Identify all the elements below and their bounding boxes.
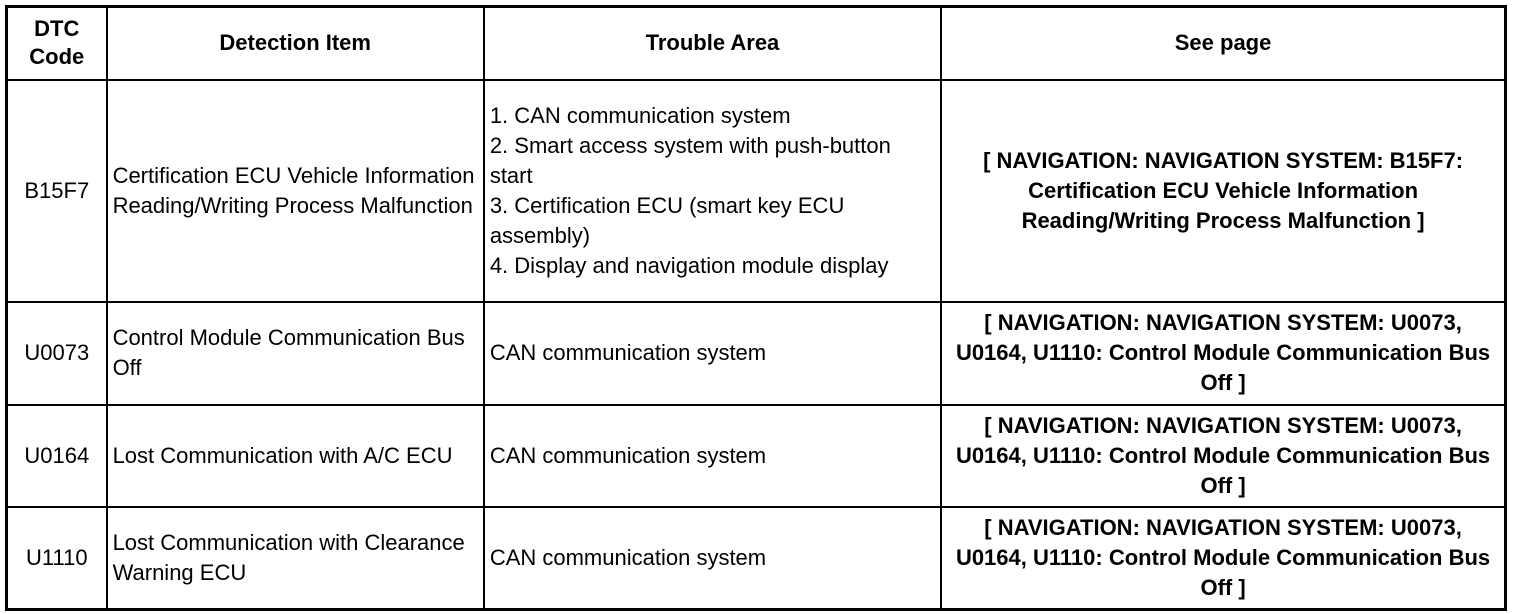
detection-item-cell: Certification ECU Vehicle Information Reading/Writing Process Malfunction bbox=[107, 80, 484, 302]
trouble-area-line: 2. Smart access system with push-button start bbox=[489, 132, 891, 188]
see-page-link[interactable]: [ NAVIGATION: NAVIGATION SYSTEM: B15F7: Certification ECU Vehicle Information Reading/Writing Process Malfunction ] bbox=[941, 80, 1505, 302]
dtc-table bbox=[5, 5, 1507, 611]
trouble-area-line: CAN communication system bbox=[489, 442, 767, 468]
table-row bbox=[7, 405, 1506, 507]
detection-item-cell: Lost Communication with Clearance Warning ECU bbox=[107, 507, 484, 610]
header-trouble-area-label: Trouble Area bbox=[645, 30, 780, 56]
header-trouble-area bbox=[484, 7, 941, 80]
table-row bbox=[7, 507, 1506, 610]
trouble-area-cell bbox=[484, 507, 941, 610]
trouble-area-line: 1. CAN communication system bbox=[489, 102, 791, 128]
dtc-code-cell: B15F7 bbox=[7, 80, 107, 302]
dtc-code-cell: U0073 bbox=[7, 302, 107, 405]
see-page-link[interactable]: [ NAVIGATION: NAVIGATION SYSTEM: U0073, U0164, U1110: Control Module Communication Bus Off ] bbox=[941, 507, 1505, 610]
trouble-area-line: 3. Certification ECU (smart key ECU assembly) bbox=[489, 192, 845, 248]
header-see-page bbox=[941, 7, 1505, 80]
header-dtc-code-label: DTC Code bbox=[29, 16, 85, 70]
trouble-area-line: 4. Display and navigation module display bbox=[489, 252, 889, 278]
dtc-code-cell: U0164 bbox=[7, 405, 107, 507]
dtc-code-cell: U1110 bbox=[7, 507, 107, 610]
table-header-row bbox=[7, 7, 1506, 80]
trouble-area-line: CAN communication system bbox=[489, 340, 767, 365]
trouble-area-line: CAN communication system bbox=[489, 544, 767, 570]
trouble-area-cell bbox=[484, 405, 941, 507]
trouble-area-cell bbox=[484, 302, 941, 405]
see-page-link[interactable]: [ NAVIGATION: NAVIGATION SYSTEM: U0073, U0164, U1110: Control Module Communication Bus Off ] bbox=[941, 405, 1505, 507]
trouble-area-cell bbox=[484, 80, 941, 302]
header-dtc-code bbox=[7, 7, 107, 80]
table-row bbox=[7, 80, 1506, 302]
header-detection-item-label: Detection Item bbox=[219, 30, 371, 56]
see-page-link[interactable]: [ NAVIGATION: NAVIGATION SYSTEM: U0073, U0164, U1110: Control Module Communication Bus Off ] bbox=[941, 302, 1505, 405]
header-see-page-label: See page bbox=[1174, 30, 1272, 56]
table-row bbox=[7, 302, 1506, 405]
detection-item-cell: Lost Communication with A/C ECU bbox=[107, 405, 484, 507]
detection-item-cell: Control Module Communication Bus Off bbox=[107, 302, 484, 405]
header-detection-item bbox=[107, 7, 484, 80]
